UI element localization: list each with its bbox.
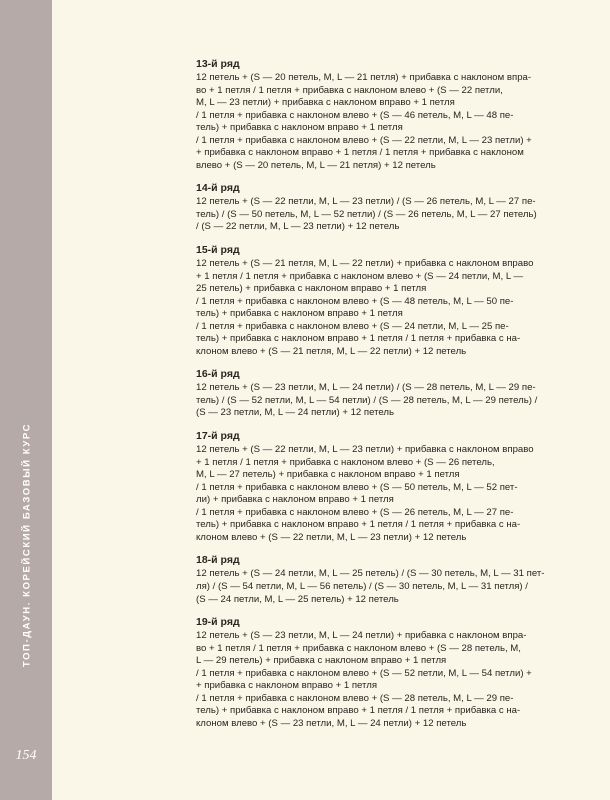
instruction-line: тель) / (S — 52 петли, M, L — 54 петли) / (S — 28 петель, M, L — 29 петель) / xyxy=(196,394,538,406)
instruction-line: 12 петель + (S — 23 петли, M, L — 24 петли) + прибавка с наклоном впра- xyxy=(196,630,527,642)
instruction-line: 12 петель + (S — 20 петель, M, L — 21 петля) + прибавка с наклоном впра- xyxy=(196,72,532,83)
row-section xyxy=(196,554,548,606)
instruction-line: / 1 петля + прибавка с наклоном влево + (S — 50 петель, M, L — 52 пет- xyxy=(196,481,518,493)
row-heading: 13-й ряд xyxy=(196,58,240,70)
instruction-line: тель) + прибавка с наклоном вправо + 1 петля xyxy=(196,122,403,134)
row-heading: 16-й ряд xyxy=(196,368,240,381)
instruction-line: / 1 петля + прибавка с наклоном влево + (S — 24 петли, M, L — 25 пе- xyxy=(196,320,509,332)
instruction-line: / 1 петля + прибавка с наклоном влево + (S — 26 петель, M, L — 27 пе- xyxy=(196,506,514,518)
instruction-line: тель) + прибавка с наклоном вправо + 1 петля / 1 петля + прибавка с на- xyxy=(196,333,521,345)
instruction-line: тель) / (S — 50 петель, M, L — 52 петли) / (S — 26 петель, M, L — 27 петель) xyxy=(196,208,537,220)
instruction-line: 12 петель + (S — 24 петли, M, L — 25 петель) / (S — 30 петель, M, L — 31 пет- xyxy=(196,568,545,580)
instruction-line: / 1 петля + прибавка с наклоном влево + (S — 22 петли, M, L — 23 петли) + xyxy=(196,134,532,146)
instruction-line: 25 петель) + прибавка с наклоном вправо + 1 петля xyxy=(196,283,427,295)
instruction-line: / 1 петля + прибавка с наклоном влево + (S — 46 петель, M, L — 48 пе- xyxy=(196,109,514,121)
row-section xyxy=(196,616,548,730)
instruction-line: тель) + прибавка с наклоном вправо + 1 петля xyxy=(196,308,403,320)
instruction-line: + 1 петля / 1 петля + прибавка с наклоном влево + (S — 24 петли, M, L — xyxy=(196,270,524,282)
page-sidebar xyxy=(0,0,52,800)
instruction-line: L — 29 петель) + прибавка с наклоном вправо + 1 петля xyxy=(196,655,447,667)
instruction-line: тель) + прибавка с наклоном вправо + 1 петля / 1 петля + прибавка с на- xyxy=(196,705,521,717)
page-number: 154 xyxy=(15,748,37,763)
instruction-line: (S — 24 петли, M, L — 25 петель) + 12 петель xyxy=(196,593,399,605)
instruction-line: 12 петель + (S — 22 петли, M, L — 23 петли) / (S — 26 петель, M, L — 27 пе- xyxy=(196,196,536,208)
row-heading: 17-й ряд xyxy=(196,430,240,443)
row-section xyxy=(196,368,548,420)
instruction-line: ля) / (S — 54 петли, M, L — 56 петель) / (S — 30 петель, M, L — 31 петля) / xyxy=(196,580,528,592)
instruction-line: / (S — 22 петли, M, L — 23 петли) + 12 петель xyxy=(196,221,400,233)
row-heading: 14-й ряд xyxy=(196,182,240,195)
instruction-line: клоном влево + (S — 23 петли, M, L — 24 петли) + 12 петель xyxy=(196,717,467,729)
row-section xyxy=(196,244,548,358)
instruction-line: тель) + прибавка с наклоном вправо + 1 петля / 1 петля + прибавка с на- xyxy=(196,519,521,531)
instruction-line: во + 1 петля / 1 петля + прибавка с наклоном влево + (S — 22 петли, xyxy=(196,84,503,96)
row-section xyxy=(196,58,548,172)
instruction-line: (S — 23 петли, M, L — 24 петли) + 12 петель xyxy=(196,407,395,419)
instruction-line: M, L — 23 петли) + прибавка с наклоном вправо + 1 петля xyxy=(196,97,455,109)
instruction-line: + 1 петля / 1 петля + прибавка с наклоном влево + (S — 26 петель, xyxy=(196,456,495,468)
instruction-line: / 1 петля + прибавка с наклоном влево + (S — 52 петли, M, L — 54 петли) + xyxy=(196,667,532,679)
instruction-line: + прибавка с наклоном вправо + 1 петля / 1 петля + прибавка с наклоном xyxy=(196,147,524,159)
instruction-line: + прибавка с наклоном вправо + 1 петля xyxy=(196,680,378,692)
row-section xyxy=(196,182,548,234)
instruction-line: 12 петель + (S — 22 петли, M, L — 23 петли) + прибавка с наклоном вправо xyxy=(196,444,534,456)
instruction-line: / 1 петля + прибавка с наклоном влево + (S — 28 петель, M, L — 29 пе- xyxy=(196,692,514,704)
running-header: ТОП-ДАУН. КОРЕЙСКИЙ БАЗОВЫЙ КУРС xyxy=(21,422,33,668)
row-section xyxy=(196,430,548,544)
instruction-line: M, L — 27 петель) + прибавка с наклоном вправо + 1 петля xyxy=(196,469,460,481)
row-heading: 15-й ряд xyxy=(196,244,240,257)
instruction-line: влево + (S — 20 петель, M, L — 21 петля) + 12 петель xyxy=(196,159,436,171)
main-content xyxy=(196,58,548,740)
instruction-line: клоном влево + (S — 21 петля, M, L — 22 петли) + 12 петель xyxy=(196,345,467,357)
instruction-line: ли) + прибавка с наклоном вправо + 1 петля xyxy=(196,494,394,506)
instruction-line: / 1 петля + прибавка с наклоном влево + (S — 48 петель, M, L — 50 пе- xyxy=(196,295,514,307)
instruction-line: во + 1 петля / 1 петля + прибавка с наклоном влево + (S — 28 петель, M, xyxy=(196,642,521,654)
instruction-line: 12 петель + (S — 21 петля, M, L — 22 петли) + прибавка с наклоном вправо xyxy=(196,258,534,270)
row-heading: 19-й ряд xyxy=(196,616,240,629)
row-heading: 18-й ряд xyxy=(196,554,240,567)
instruction-line: 12 петель + (S — 23 петли, M, L — 24 петли) / (S — 28 петель, M, L — 29 пе- xyxy=(196,382,536,394)
instruction-line: клоном влево + (S — 22 петли, M, L — 23 петли) + 12 петель xyxy=(196,531,467,543)
